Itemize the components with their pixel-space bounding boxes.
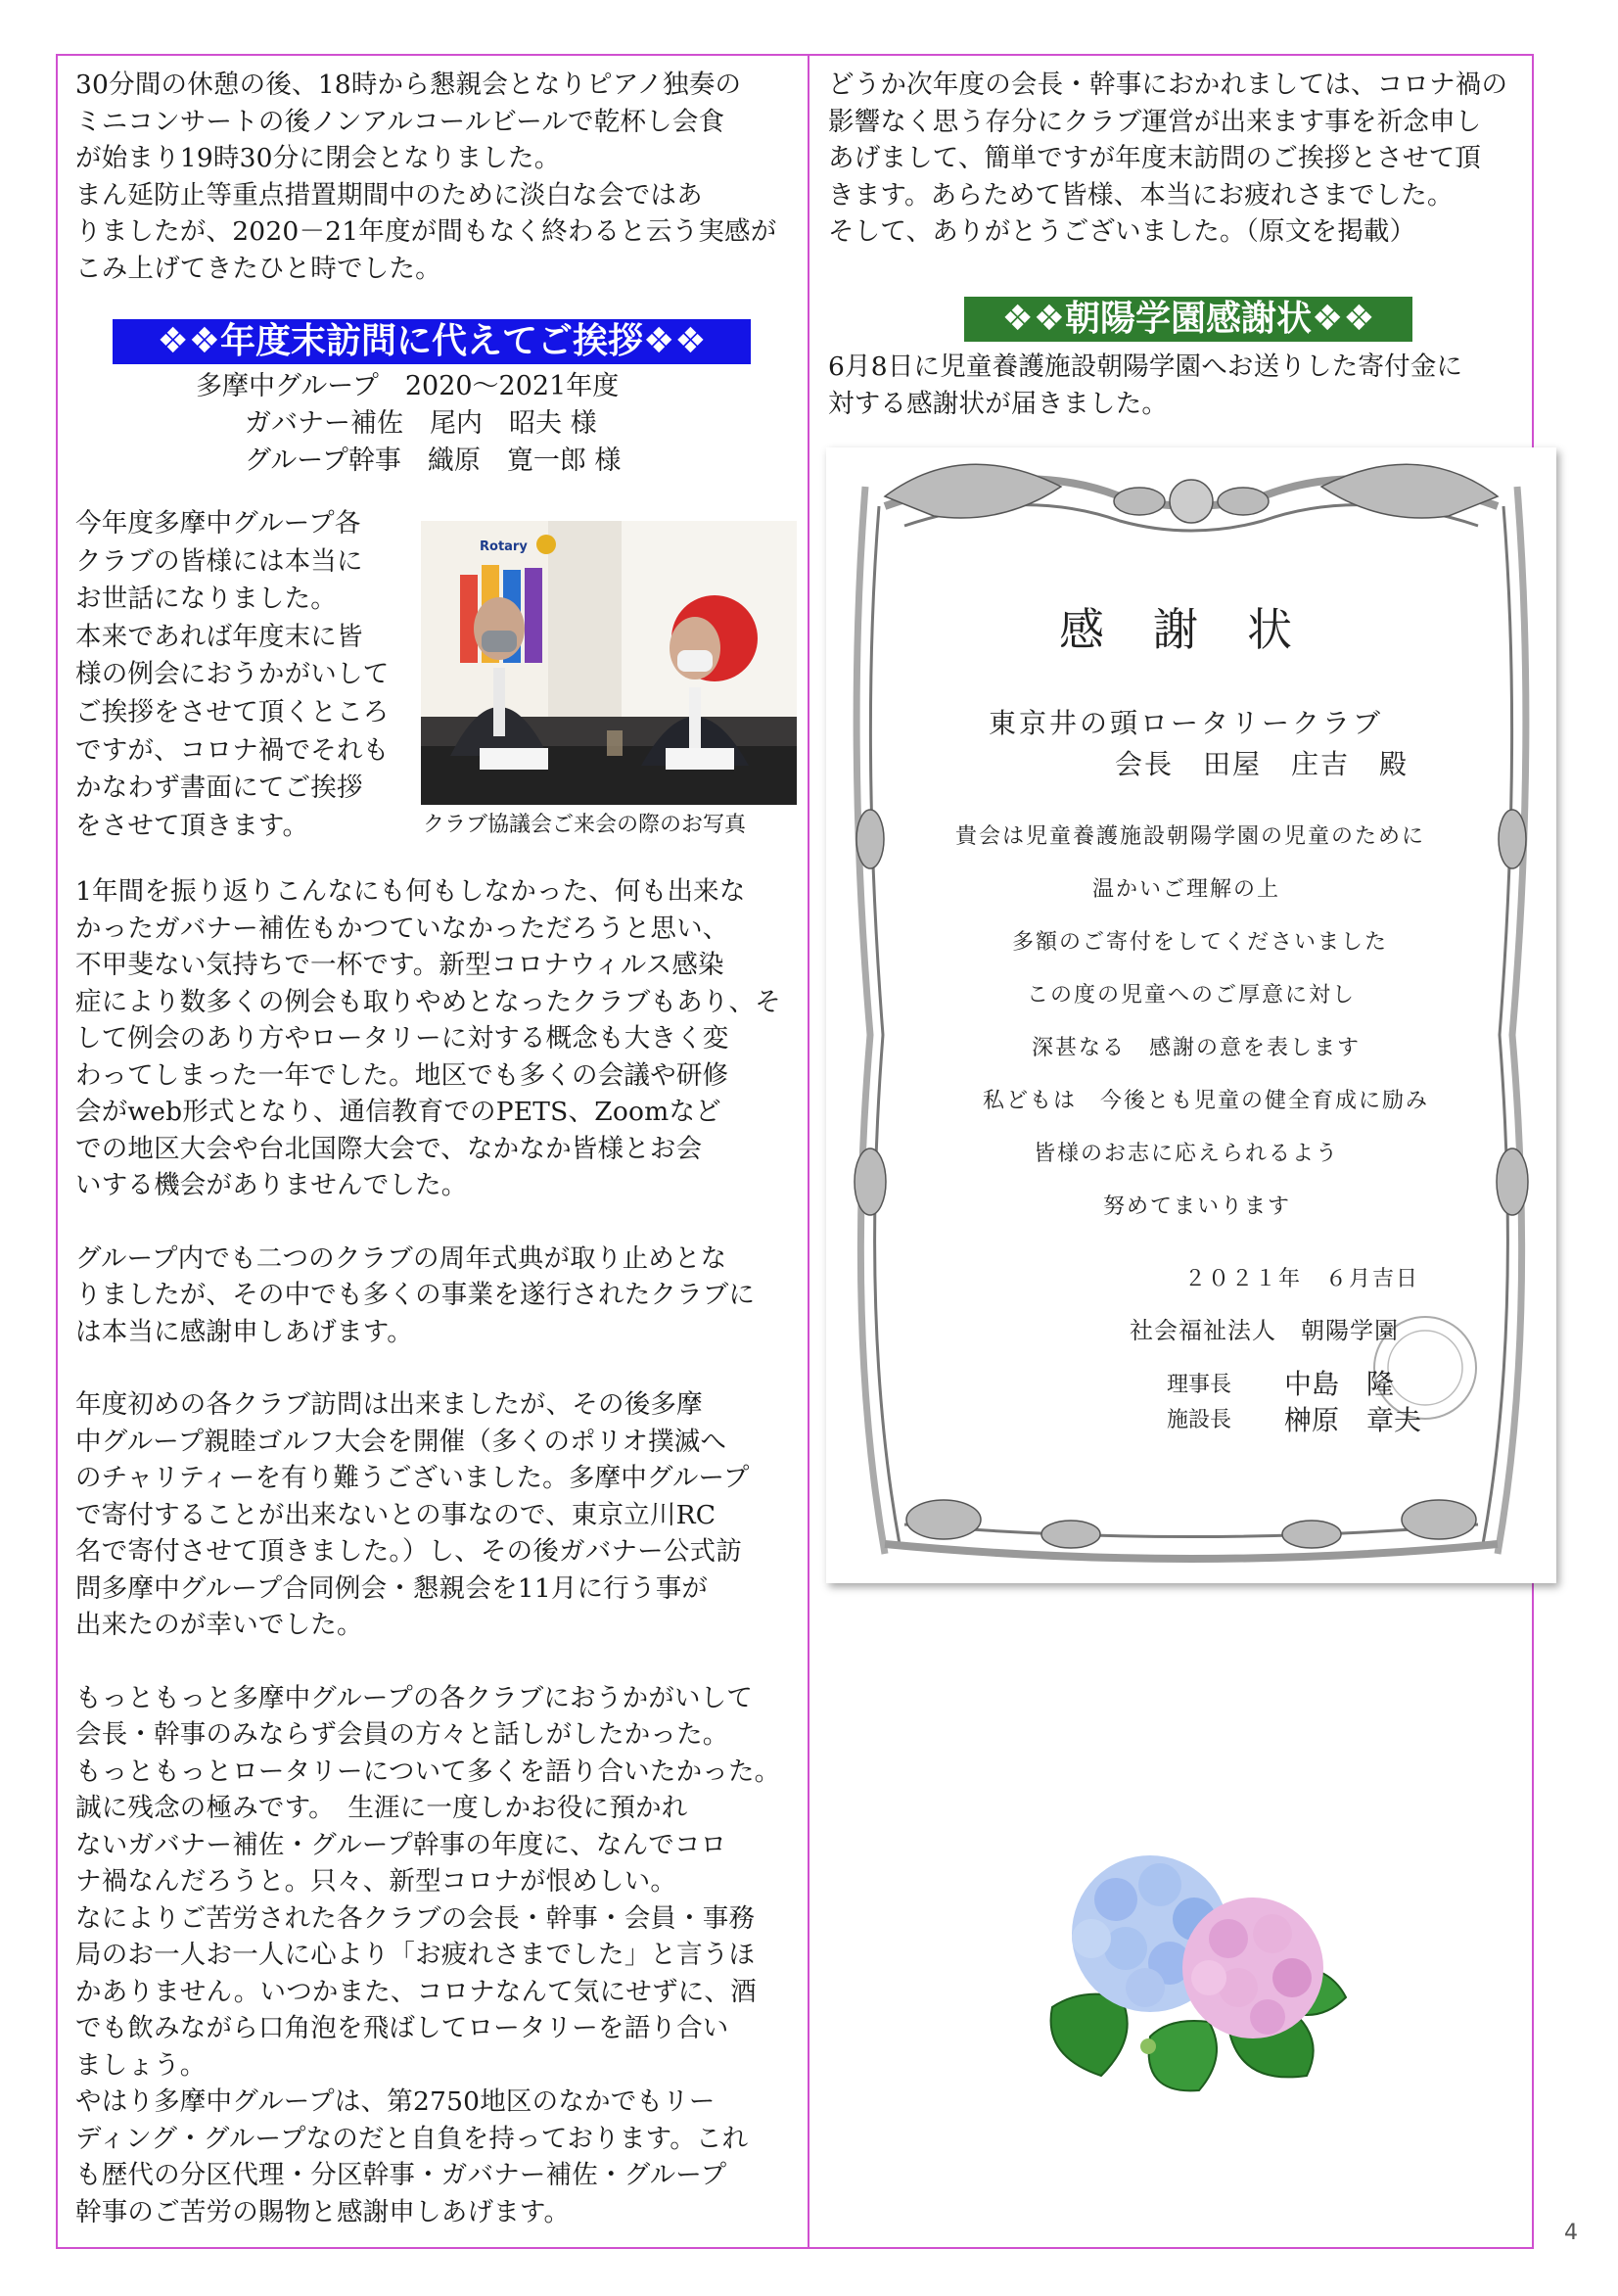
text-line: そして、ありがとうございました。（原文を掲載） bbox=[828, 216, 1416, 247]
pink-flower bbox=[1182, 1898, 1323, 2038]
closing-paragraph bbox=[828, 67, 1528, 251]
hydrangea-illustration bbox=[1033, 1841, 1356, 2105]
text-line: での地区大会や台北国際大会で、なかなか皆様とお会 bbox=[75, 1133, 703, 1164]
text-line: でも飲みながら口角泡を飛ばしてロータリーを語り合い bbox=[75, 2013, 729, 2043]
greeting-wrap-text bbox=[75, 505, 418, 845]
text-line: ましょう。 bbox=[75, 2049, 207, 2081]
text-line: ですが、コロナ禍でそれも bbox=[75, 734, 390, 766]
award-paragraph bbox=[828, 349, 1528, 422]
text-line: 不甲斐ない気持ちで一杯です。新型コロナウィルス感染 bbox=[75, 950, 724, 980]
text-line: グループ内でも二つのクラブの周年式典が取り止めとな bbox=[75, 1242, 727, 1274]
photo-caption: クラブ協議会ご来会の際のお写真 bbox=[423, 813, 747, 837]
text-line: 症により数多くの例会も取りやめとなったクラブもあり、そ bbox=[75, 986, 781, 1017]
text-line: 本来であれば年度末に皆 bbox=[75, 621, 363, 652]
text-line: 会長・幹事のみならず会員の方々と話しがしたかった。 bbox=[75, 1719, 729, 1750]
paragraph bbox=[75, 873, 805, 1204]
credits-block bbox=[196, 368, 705, 480]
text-line: どうか次年度の会長・幹事におかれましては、コロナ禍の bbox=[828, 70, 1508, 100]
text-line: 年度初めの各クラブ訪問は出来ましたが、その後多摩 bbox=[75, 1389, 703, 1420]
certificate-date: ２０２１年 ６月吉日 bbox=[1184, 1267, 1420, 1291]
text-line: 影響なく思う存分にクラブ運営が出来ます事を祈念申し bbox=[828, 106, 1482, 137]
text-line: 会がweb形式となり、通信教育でのPETS、Zoomなど bbox=[75, 1097, 721, 1127]
meeting-photo-illustration bbox=[421, 521, 797, 805]
greeting-banner: ❖❖年度末訪問に代えてご挨拶❖❖ bbox=[113, 319, 751, 364]
intro-paragraph bbox=[75, 67, 805, 287]
text-line: 6月8日に児童養護施設朝陽学園へお送りした寄付金に bbox=[828, 351, 1463, 382]
certificate-line: 貴会は児童養護施設朝陽学園の児童のために bbox=[955, 824, 1426, 849]
certificate-line: 多額のご寄付をしてくださいました bbox=[1012, 930, 1389, 955]
text-line: が始まり19時30分に閉会となりました。 bbox=[75, 143, 561, 173]
text-line: なによりご苦労された各クラブの会長・幹事・会員・事務 bbox=[75, 1902, 756, 1934]
text-line: 1年間を振り返りこんなにも何もしなかった、何も出来な bbox=[75, 876, 746, 907]
certificate-signer1-name: 中島 隆 bbox=[1284, 1368, 1395, 1400]
paragraph bbox=[75, 1386, 805, 1644]
text-line: して例会のあり方やロータリーに対する概念も大きく変 bbox=[75, 1023, 729, 1054]
text-line: ナ禍なんだろうと。只々、新型コロナが恨めしい。 bbox=[75, 1866, 677, 1897]
text-line: 今年度多摩中グループ各 bbox=[75, 508, 361, 539]
text-line: もっともっと多摩中グループの各クラブにおうかがいして bbox=[75, 1682, 754, 1713]
text-line: 出来たのが幸いでした。 bbox=[75, 1610, 363, 1640]
text-line: 対する感謝状が届きました。 bbox=[828, 388, 1169, 419]
certificate-line: 私どもは 今後とも児童の健全育成に励み bbox=[983, 1089, 1430, 1113]
text-line: こみ上げてきたひと時でした。 bbox=[75, 253, 441, 284]
rotary-sign-text: Rotary bbox=[480, 539, 528, 554]
certificate-signer1-title: 理事長 bbox=[1167, 1373, 1232, 1397]
meeting-photo bbox=[421, 521, 797, 805]
text-line: わってしまった一年でした。地区でも多くの会議や研修 bbox=[75, 1059, 729, 1091]
text-line: も歴代の分区代理・分区幹事・ガバナー補佐・グループ bbox=[75, 2160, 727, 2190]
text-line: きます。あらためて皆様、本当にお疲れさまでした。 bbox=[828, 179, 1454, 211]
text-line: のチャリティーを有り難うございました。多摩中グループ bbox=[75, 1463, 750, 1493]
award-banner: ❖❖朝陽学園感謝状❖❖ bbox=[964, 297, 1412, 342]
text-line: ないガバナー補佐・グループ幹事の年度に、なんでコロ bbox=[75, 1829, 727, 1860]
credit-line: グループ幹事 織原 寛一郎 様 bbox=[245, 445, 622, 476]
text-line: かなわず書面にてご挨拶 bbox=[75, 773, 363, 804]
certificate-signer2-name: 榊原 章夫 bbox=[1284, 1404, 1422, 1436]
text-line: 局のお一人お一人に心より「お疲れさまでした」と言うほ bbox=[75, 1940, 756, 1970]
certificate-line: 努めてまいります bbox=[1103, 1195, 1292, 1219]
credit-line: 多摩中グループ 2020～2021年度 bbox=[196, 371, 620, 401]
text-line: 誠に残念の極みです。 生涯に一度しかお役に預かれ bbox=[75, 1793, 688, 1823]
snail-icon bbox=[1140, 2038, 1156, 2054]
text-line: ミニコンサートの後ノンアルコールビールで乾杯し会食 bbox=[75, 106, 725, 137]
certificate-title: 感 謝 状 bbox=[1059, 603, 1294, 656]
text-line: もっともっとロータリーについて多くを語り合いたかった。 bbox=[75, 1756, 781, 1787]
text-line: 幹事のご苦労の賜物と感謝申しあげます。 bbox=[75, 2196, 571, 2227]
certificate-line: 温かいご理解の上 bbox=[1092, 877, 1281, 902]
text-line: お世話になりました。 bbox=[75, 584, 337, 615]
certificate-signer2-title: 施設長 bbox=[1167, 1408, 1232, 1432]
certificate-line: この度の児童へのご厚意に対し bbox=[1027, 983, 1357, 1007]
text-line: りましたが、その中でも多くの事業を遂行されたクラブに bbox=[75, 1280, 756, 1310]
text-line: りましたが、2020－21年度が間もなく終わると云う実感が bbox=[75, 216, 777, 247]
certificate-recipient: 東京井の頭ロータリークラブ bbox=[989, 707, 1384, 739]
text-line: で寄付することが出来ないとの事なので、東京立川RC bbox=[75, 1499, 717, 1530]
text-line: 問多摩中グループ合同例会・懇親会を11月に行う事が bbox=[75, 1572, 709, 1604]
certificate-line: 皆様のお志に応えられるよう bbox=[1034, 1142, 1340, 1166]
text-line: をさせて頂きます。 bbox=[75, 810, 309, 841]
greeting-body bbox=[75, 873, 805, 2230]
text-line: 名で寄付させて頂きました。）し、その後ガバナー公式訪 bbox=[75, 1536, 742, 1567]
text-line: 30分間の休憩の後、18時から懇親会となりピアノ独奏の bbox=[75, 70, 742, 100]
page-number: 4 bbox=[1564, 2221, 1578, 2245]
text-line: いする機会がありませんでした。 bbox=[75, 1170, 468, 1200]
text-line: かありません。いつかまた、コロナなんて気にせずに、酒 bbox=[75, 1976, 757, 2007]
certificate-image bbox=[826, 447, 1556, 1583]
certificate-line: 深甚なる 感謝の意を表します bbox=[1032, 1036, 1362, 1060]
text-line: クラブの皆様には本当に bbox=[75, 545, 363, 577]
credit-line: ガバナー補佐 尾内 昭夫 様 bbox=[245, 408, 597, 439]
text-line: かったガバナー補佐もかつていなかっただろうと思い、 bbox=[75, 913, 729, 944]
text-line: ご挨拶をさせて頂くところ bbox=[75, 696, 390, 727]
text-line: まん延防止等重点措置期間中のために淡白な会ではあ bbox=[75, 179, 703, 211]
text-line: ディング・グループなのだと自負を持っております。これ bbox=[75, 2123, 749, 2154]
text-line: 様の例会におうかがいして bbox=[75, 659, 390, 690]
paragraph bbox=[75, 1680, 805, 2231]
paragraph bbox=[75, 1241, 805, 1351]
text-line: は本当に感謝申しあげます。 bbox=[75, 1316, 413, 1347]
text-line: 中グループ親睦ゴルフ大会を開催（多くのポリオ撲滅へ bbox=[75, 1426, 727, 1457]
text-line: やはり多摩中グループは、第2750地区のなかでもリー bbox=[75, 2086, 716, 2117]
certificate-recipient-name: 会長 田屋 庄吉 殿 bbox=[1115, 748, 1410, 780]
certificate-org: 社会福祉法人 朝陽学園 bbox=[1130, 1317, 1399, 1344]
text-line: あげまして、簡単ですが年度末訪問のご挨拶とさせて頂 bbox=[828, 143, 1481, 173]
